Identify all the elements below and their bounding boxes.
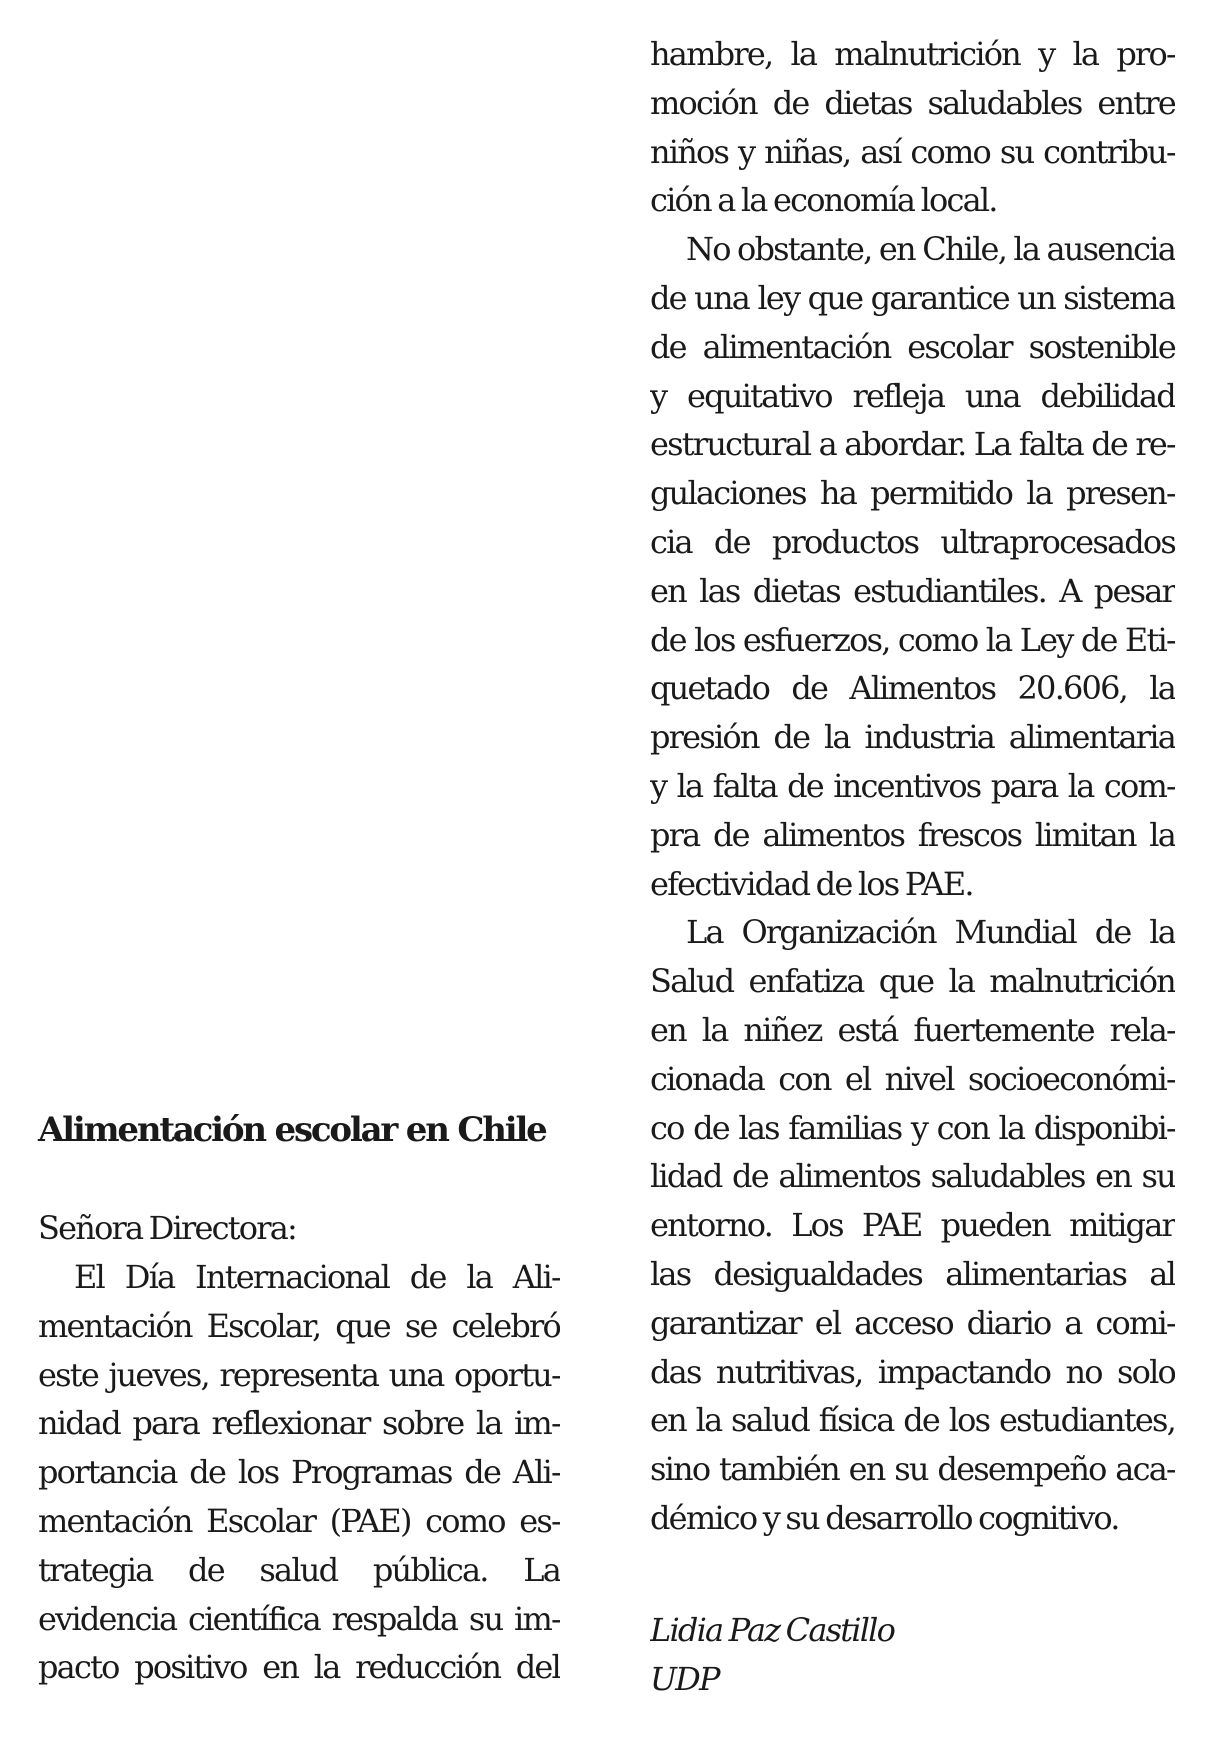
body-line: en las dietas estudiantiles. A pesar	[650, 571, 1175, 610]
body-line: en la salud física de los estudiantes,	[650, 1401, 1175, 1440]
body-line: este jueves, representa una oportu-	[38, 1355, 560, 1394]
body-line: co de las familias y con la disponibi-	[650, 1108, 1175, 1147]
body-line: presión de la industria alimentaria	[650, 718, 1175, 757]
body-line: portancia de los Programas de Ali-	[38, 1453, 560, 1492]
body-line: hambre, la malnutrición y la pro-	[650, 35, 1175, 73]
body-line: mentación Escolar, que se celebró	[38, 1306, 560, 1345]
body-line: gulaciones ha permitido la presen-	[650, 474, 1175, 513]
body-line: evidencia científica respalda su im-	[38, 1599, 560, 1638]
body-line: démico y su desarrollo cognitivo.	[650, 1499, 1119, 1537]
body-line: y la falta de incentivos para la com-	[650, 767, 1175, 805]
body-line: nidad para reflexionar sobre la im-	[38, 1404, 560, 1443]
signature-name: Lidia Paz Castillo	[650, 1611, 895, 1649]
body-line: La Organización Mundial de la	[686, 913, 1175, 952]
body-line: El Día Internacional de la Ali-	[74, 1258, 560, 1296]
body-line: trategia de salud pública. La	[38, 1550, 560, 1589]
body-line: cionada con el nivel socioeconómi-	[650, 1059, 1175, 1098]
body-line: moción de dietas saludables entre	[650, 83, 1175, 122]
body-line: mentación Escolar (PAE) como es-	[38, 1502, 560, 1540]
body-line: pra de alimentos frescos limitan la	[650, 815, 1175, 854]
letter-headline: Alimentación escolar en Chile	[38, 1110, 546, 1150]
body-line: de una ley que garantice un sistema	[650, 279, 1175, 317]
body-line: de los esfuerzos, como la Ley de Eti-	[650, 620, 1175, 659]
signature-affiliation: UDP	[650, 1660, 719, 1698]
body-line: pacto positivo en la reducción del	[38, 1648, 560, 1687]
body-line: de alimentación escolar sostenible	[650, 327, 1175, 366]
body-line: quetado de Alimentos 20.606, la	[650, 669, 1175, 708]
body-line: sino también en su desempeño aca-	[650, 1450, 1175, 1489]
body-line: cia de productos ultraprocesados	[650, 523, 1175, 561]
body-line: niños y niñas, así como su contribu-	[650, 132, 1175, 171]
body-line: lidad de alimentos saludables en su	[650, 1157, 1175, 1196]
salutation: Señora Directora:	[38, 1209, 297, 1247]
body-line: y equitativo refleja una debilidad	[650, 376, 1175, 415]
body-line: das nutritivas, impactando no solo	[650, 1352, 1175, 1391]
body-line: ción a la economía local.	[650, 181, 997, 220]
body-line: estructural a abordar. La falta de re-	[650, 425, 1175, 464]
body-line: efectividad de los PAE.	[650, 864, 973, 903]
body-line: No obstante, en Chile, la ausencia	[686, 230, 1175, 269]
body-line: las desigualdades alimentarias al	[650, 1255, 1175, 1293]
body-line: en la niñez está fuertemente rela-	[650, 1011, 1175, 1049]
body-line: entorno. Los PAE pueden mitigar	[650, 1206, 1175, 1245]
body-line: Salud enfatiza que la malnutrición	[650, 962, 1175, 1001]
body-line: garantizar el acceso diario a comi-	[650, 1303, 1175, 1342]
